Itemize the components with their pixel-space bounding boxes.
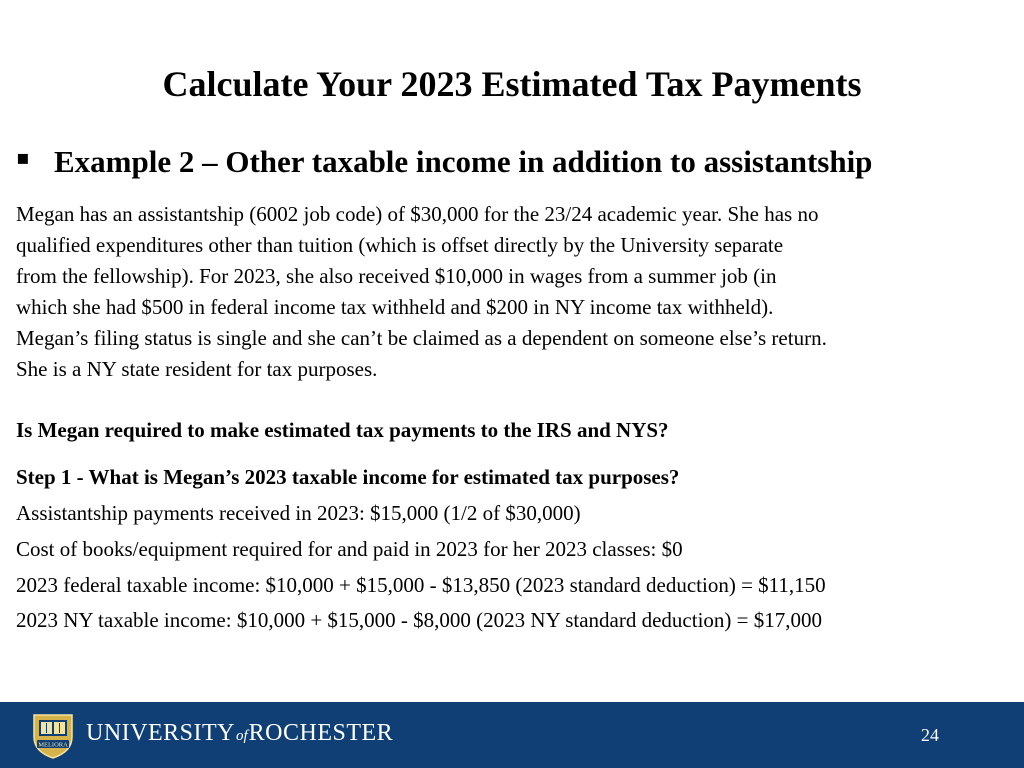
square-bullet-icon: ▪ — [16, 145, 30, 169]
wordmark-of: of — [236, 728, 248, 744]
body-line: qualified expenditures other than tuition (which is offset directly by the University separate — [16, 233, 784, 257]
step1-line: 2023 NY taxable income: $10,000 + $15,000 - $8,000 (2023 NY standard deduction) = $17,000 — [16, 608, 822, 632]
page-number: 24 — [921, 725, 939, 745]
university-wordmark[interactable] — [86, 718, 393, 751]
step1-heading: Step 1 - What is Megan’s 2023 taxable income for estimated tax purposes? — [16, 465, 680, 489]
body-line: Megan’s filing status is single and she can’t be claimed as a dependent on someone else’s return. — [16, 326, 827, 350]
example-heading-text: Example 2 – Other taxable income in addition to assistantship — [54, 144, 873, 179]
body-paragraph — [16, 199, 1012, 385]
slide-title: Calculate Your 2023 Estimated Tax Payments — [162, 64, 862, 104]
body-line: from the fellowship). For 2023, she also received $10,000 in wages from a summer job (in — [16, 264, 777, 288]
wordmark-university: UNIVERSITY — [86, 720, 235, 746]
body-line: She is a NY state resident for tax purposes. — [16, 357, 378, 381]
question: Is Megan required to make estimated tax payments to the IRS and NYS? — [16, 418, 669, 442]
step1-line: Assistantship payments received in 2023: $15,000 (1/2 of $30,000) — [16, 501, 581, 525]
body-line: which she had $500 in federal income tax withheld and $200 in NY income tax withheld). — [16, 295, 774, 319]
wordmark-rochester: ROCHESTER — [248, 720, 394, 746]
example-heading — [16, 142, 1016, 182]
step1-line: 2023 federal taxable income: $10,000 + $15,000 - $13,850 (2023 standard deduction) = $11,150 — [16, 573, 826, 597]
footer-bar — [0, 702, 1024, 768]
university-seal-icon — [30, 711, 76, 759]
seal-motto: MELIORA — [38, 741, 68, 749]
body-line: Megan has an assistantship (6002 job code) of $30,000 for the 23/24 academic year. She has no — [16, 202, 819, 226]
step1-line: Cost of books/equipment required for and paid in 2023 for her 2023 classes: $0 — [16, 537, 683, 561]
